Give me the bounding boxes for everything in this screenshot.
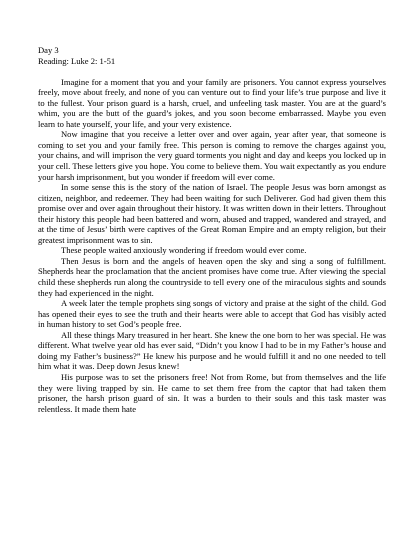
reading-reference: Reading: Luke 2: 1-51 — [38, 55, 116, 66]
document-body — [38, 45, 386, 414]
paragraph: Imagine for a moment that you and your family are prisoners. You cannot express yourselves freely, move about freely, and none of you can venture out to find your life’s true purpose and live it to the fullest. Your prison guard is a harsh, cruel, and unfeeling task master. You are at the guard’s whim, you are the butt of the guard’s jokes, and you soon become embarrassed. Maybe you even learn to hate yourself, your life, and your very existence. — [38, 76, 386, 129]
paragraph: His purpose was to set the prisoners free! Not from Rome, but from themselves and the life they were living trapped by sin. He came to set them free from the captor that had taken them prisoner, the harsh prison guard of sin. It was a burden to their souls and this task master was relentless. It made them hate — [38, 371, 386, 414]
paragraph: In some sense this is the story of the nation of Israel. The people Jesus was born amongst as citizen, neighbor, and redeemer. They had been waiting for such Deliverer. God had given them this promise over and over again throughout their history. It was written down in their letters. Throughout their history this people had been battered and worn, abused and trapped, wandered and strayed, and at the time of Jesus’ birth were captives of the Great Roman Empire and an empty religion, but their greatest imprisonment was to sin. — [38, 182, 386, 245]
paragraph: All these things Mary treasured in her heart. She knew the one born to her was special. He was different. What twelve year old has ever said, “Didn’t you know I had to be in my Father’s house and doing my Father’s business?” He knew his purpose and he would fulfill it and no one needed to tell him what it was. Deep down Jesus knew! — [38, 329, 386, 372]
paragraph: These people waited anxiously wondering if freedom would ever come. — [61, 245, 307, 256]
paragraph: Now imagine that you receive a letter over and over again, year after year, that someone is coming to set you and your family free. This person is coming to remove the charges against you, your chains, and will imprison the very guard torments you night and day and keeps you locked up in your cell. These letters give you hope. You come to believe them. You wait expectantly as you endure your harsh imprisonment, but you wonder if freedom will ever come. — [38, 129, 386, 182]
document-header — [38, 45, 386, 66]
paragraph: Then Jesus is born and the angels of heaven open the sky and sing a song of fulfillment. Shepherds hear the proclamation that the ancient promises have come true. After viewing the special child these shepherds run along the countryside to tell every one of the miraculous sights and sounds they had experienced in the night. — [38, 255, 386, 298]
paragraph: A week later the temple prophets sing songs of victory and praise at the sight of the child. God has opened their eyes to see the truth and their hearts were able to accept that God has visibly acted in human history to set God’s people free. — [38, 298, 386, 330]
day-label: Day 3 — [38, 45, 59, 55]
